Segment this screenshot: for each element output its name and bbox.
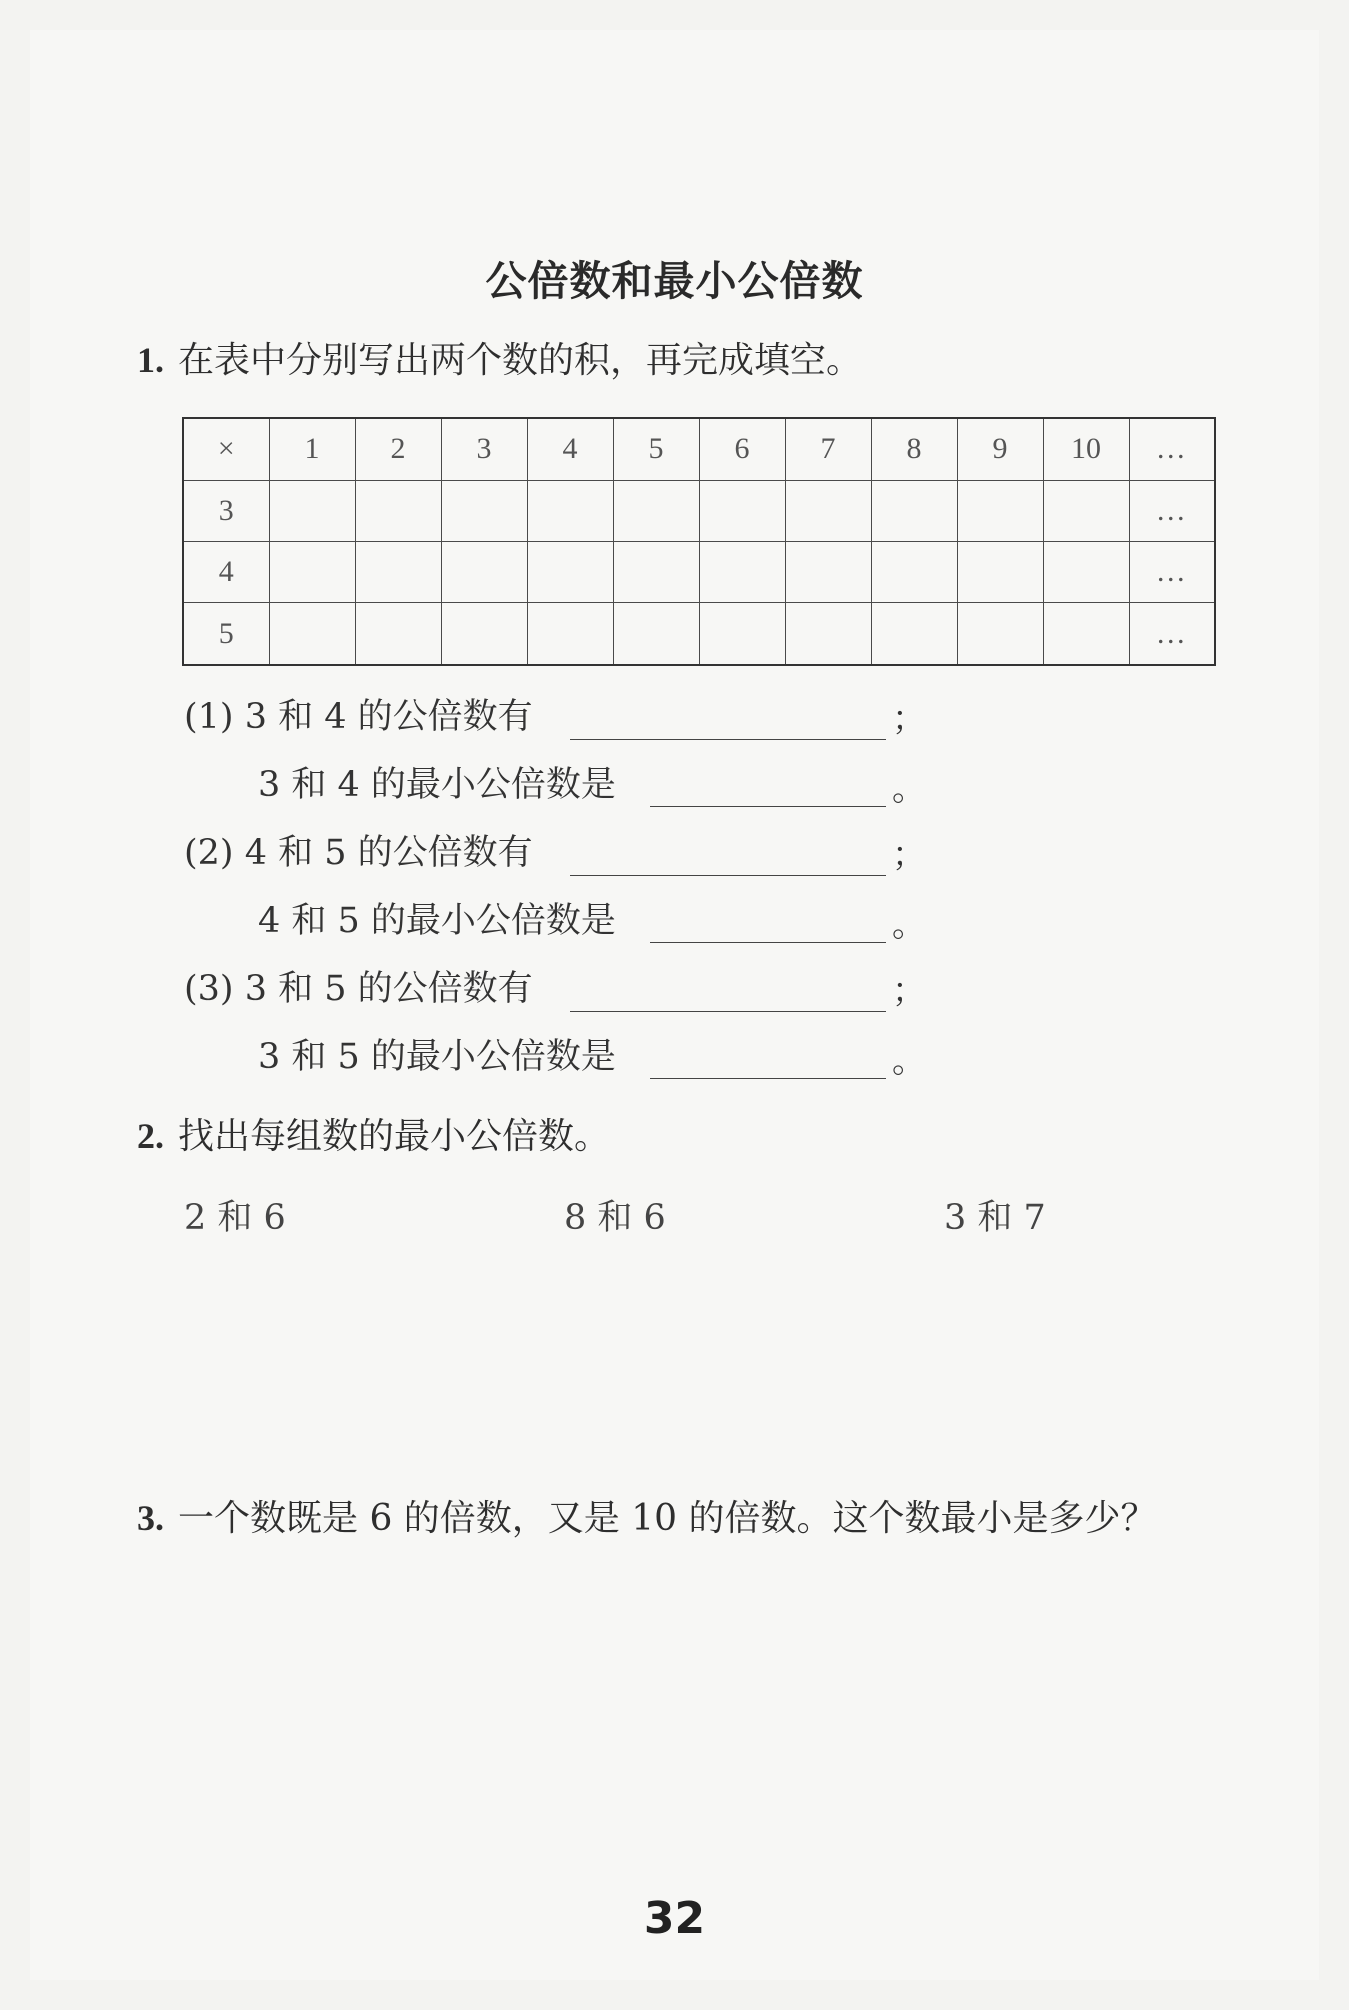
answer-cell[interactable] [699, 480, 785, 541]
sub-question-2b: 4 和 5 的最小公倍数是 [258, 901, 616, 941]
question-2-answer-area[interactable] [137, 1250, 1217, 1450]
question-2-text: 找出每组数的最小公倍数。 [178, 1116, 611, 1157]
punctuation: ； [892, 835, 926, 875]
table-header-cell: 3 [441, 418, 527, 480]
table-header-cell: 9 [957, 418, 1043, 480]
answer-cell[interactable] [957, 480, 1043, 541]
table-header-cell: 6 [699, 418, 785, 480]
table-row-header: 4 [183, 541, 269, 602]
answer-cell[interactable] [613, 603, 699, 665]
page-number: 32 [643, 1893, 706, 1944]
answer-cell[interactable] [269, 480, 355, 541]
number-pair: 3 和 7 [944, 1198, 1046, 1238]
answer-cell[interactable] [957, 541, 1043, 602]
table-ellipsis-cell: … [1129, 603, 1215, 665]
sub-question-1a: (1) 3 和 4 的公倍数有 [184, 697, 533, 737]
table-header-cell: 7 [785, 418, 871, 480]
answer-blank[interactable] [650, 942, 886, 943]
table-row-header: 5 [183, 603, 269, 665]
answer-cell[interactable] [527, 541, 613, 602]
answer-cell[interactable] [269, 603, 355, 665]
table-row [183, 480, 1215, 541]
answer-cell[interactable] [355, 480, 441, 541]
answer-cell[interactable] [957, 603, 1043, 665]
answer-cell[interactable] [613, 541, 699, 602]
table-header-cell: 1 [269, 418, 355, 480]
question-3-answer-area[interactable] [137, 1570, 1217, 1850]
table-header-row [183, 418, 1215, 480]
table-header-cell: 5 [613, 418, 699, 480]
answer-cell[interactable] [269, 541, 355, 602]
question-3 [137, 1500, 1157, 1537]
table-ellipsis-cell: … [1129, 480, 1215, 541]
answer-cell[interactable] [527, 480, 613, 541]
punctuation: 。 [892, 1041, 926, 1081]
table-header-cell: 2 [355, 418, 441, 480]
answer-cell[interactable] [785, 603, 871, 665]
question-3-number: 3. [137, 1498, 164, 1538]
answer-blank[interactable] [650, 806, 886, 807]
page-title: 公倍数和最小公倍数 [485, 257, 864, 305]
sub-question-3b: 3 和 5 的最小公倍数是 [258, 1037, 616, 1077]
answer-cell[interactable] [441, 603, 527, 665]
table-ellipsis-cell: … [1129, 541, 1215, 602]
answer-cell[interactable] [871, 480, 957, 541]
sub-question-3a: (3) 3 和 5 的公倍数有 [184, 969, 533, 1009]
answer-cell[interactable] [1043, 480, 1129, 541]
table-row [183, 603, 1215, 665]
answer-cell[interactable] [527, 603, 613, 665]
answer-cell[interactable] [1043, 603, 1129, 665]
punctuation: ； [892, 699, 926, 739]
table-header-cell: 10 [1043, 418, 1129, 480]
question-1-text: 在表中分别写出两个数的积，再完成填空。 [178, 340, 863, 381]
answer-cell[interactable] [785, 480, 871, 541]
answer-blank[interactable] [570, 1011, 886, 1012]
answer-cell[interactable] [699, 603, 785, 665]
answer-cell[interactable] [871, 603, 957, 665]
punctuation: 。 [892, 905, 926, 945]
sub-question-1b: 3 和 4 的最小公倍数是 [258, 765, 616, 805]
table-header-cell: … [1129, 418, 1215, 480]
answer-blank[interactable] [570, 875, 886, 876]
answer-cell[interactable] [441, 541, 527, 602]
answer-cell[interactable] [613, 480, 699, 541]
multiplication-table [182, 417, 1216, 666]
question-1-number: 1. [137, 340, 164, 380]
answer-cell[interactable] [871, 541, 957, 602]
number-pair: 2 和 6 [184, 1198, 286, 1238]
question-2 [137, 1118, 610, 1155]
sub-question-2a: (2) 4 和 5 的公倍数有 [184, 833, 533, 873]
answer-cell[interactable] [699, 541, 785, 602]
answer-cell[interactable] [355, 541, 441, 602]
question-1 [137, 342, 862, 379]
table-row [183, 541, 1215, 602]
answer-blank[interactable] [650, 1078, 886, 1079]
punctuation: ； [892, 971, 926, 1011]
answer-cell[interactable] [355, 603, 441, 665]
table-header-cell: 8 [871, 418, 957, 480]
table-header-cell: 4 [527, 418, 613, 480]
punctuation: 。 [892, 769, 926, 809]
answer-cell[interactable] [1043, 541, 1129, 602]
number-pair: 8 和 6 [564, 1198, 666, 1238]
answer-blank[interactable] [570, 739, 886, 740]
question-2-number: 2. [137, 1116, 164, 1156]
table-corner-cell: × [183, 418, 269, 480]
answer-cell[interactable] [785, 541, 871, 602]
answer-cell[interactable] [441, 480, 527, 541]
table-row-header: 3 [183, 480, 269, 541]
question-3-text: 一个数既是 6 的倍数，又是 10 的倍数。这个数最小是多少？ [178, 1498, 1157, 1539]
